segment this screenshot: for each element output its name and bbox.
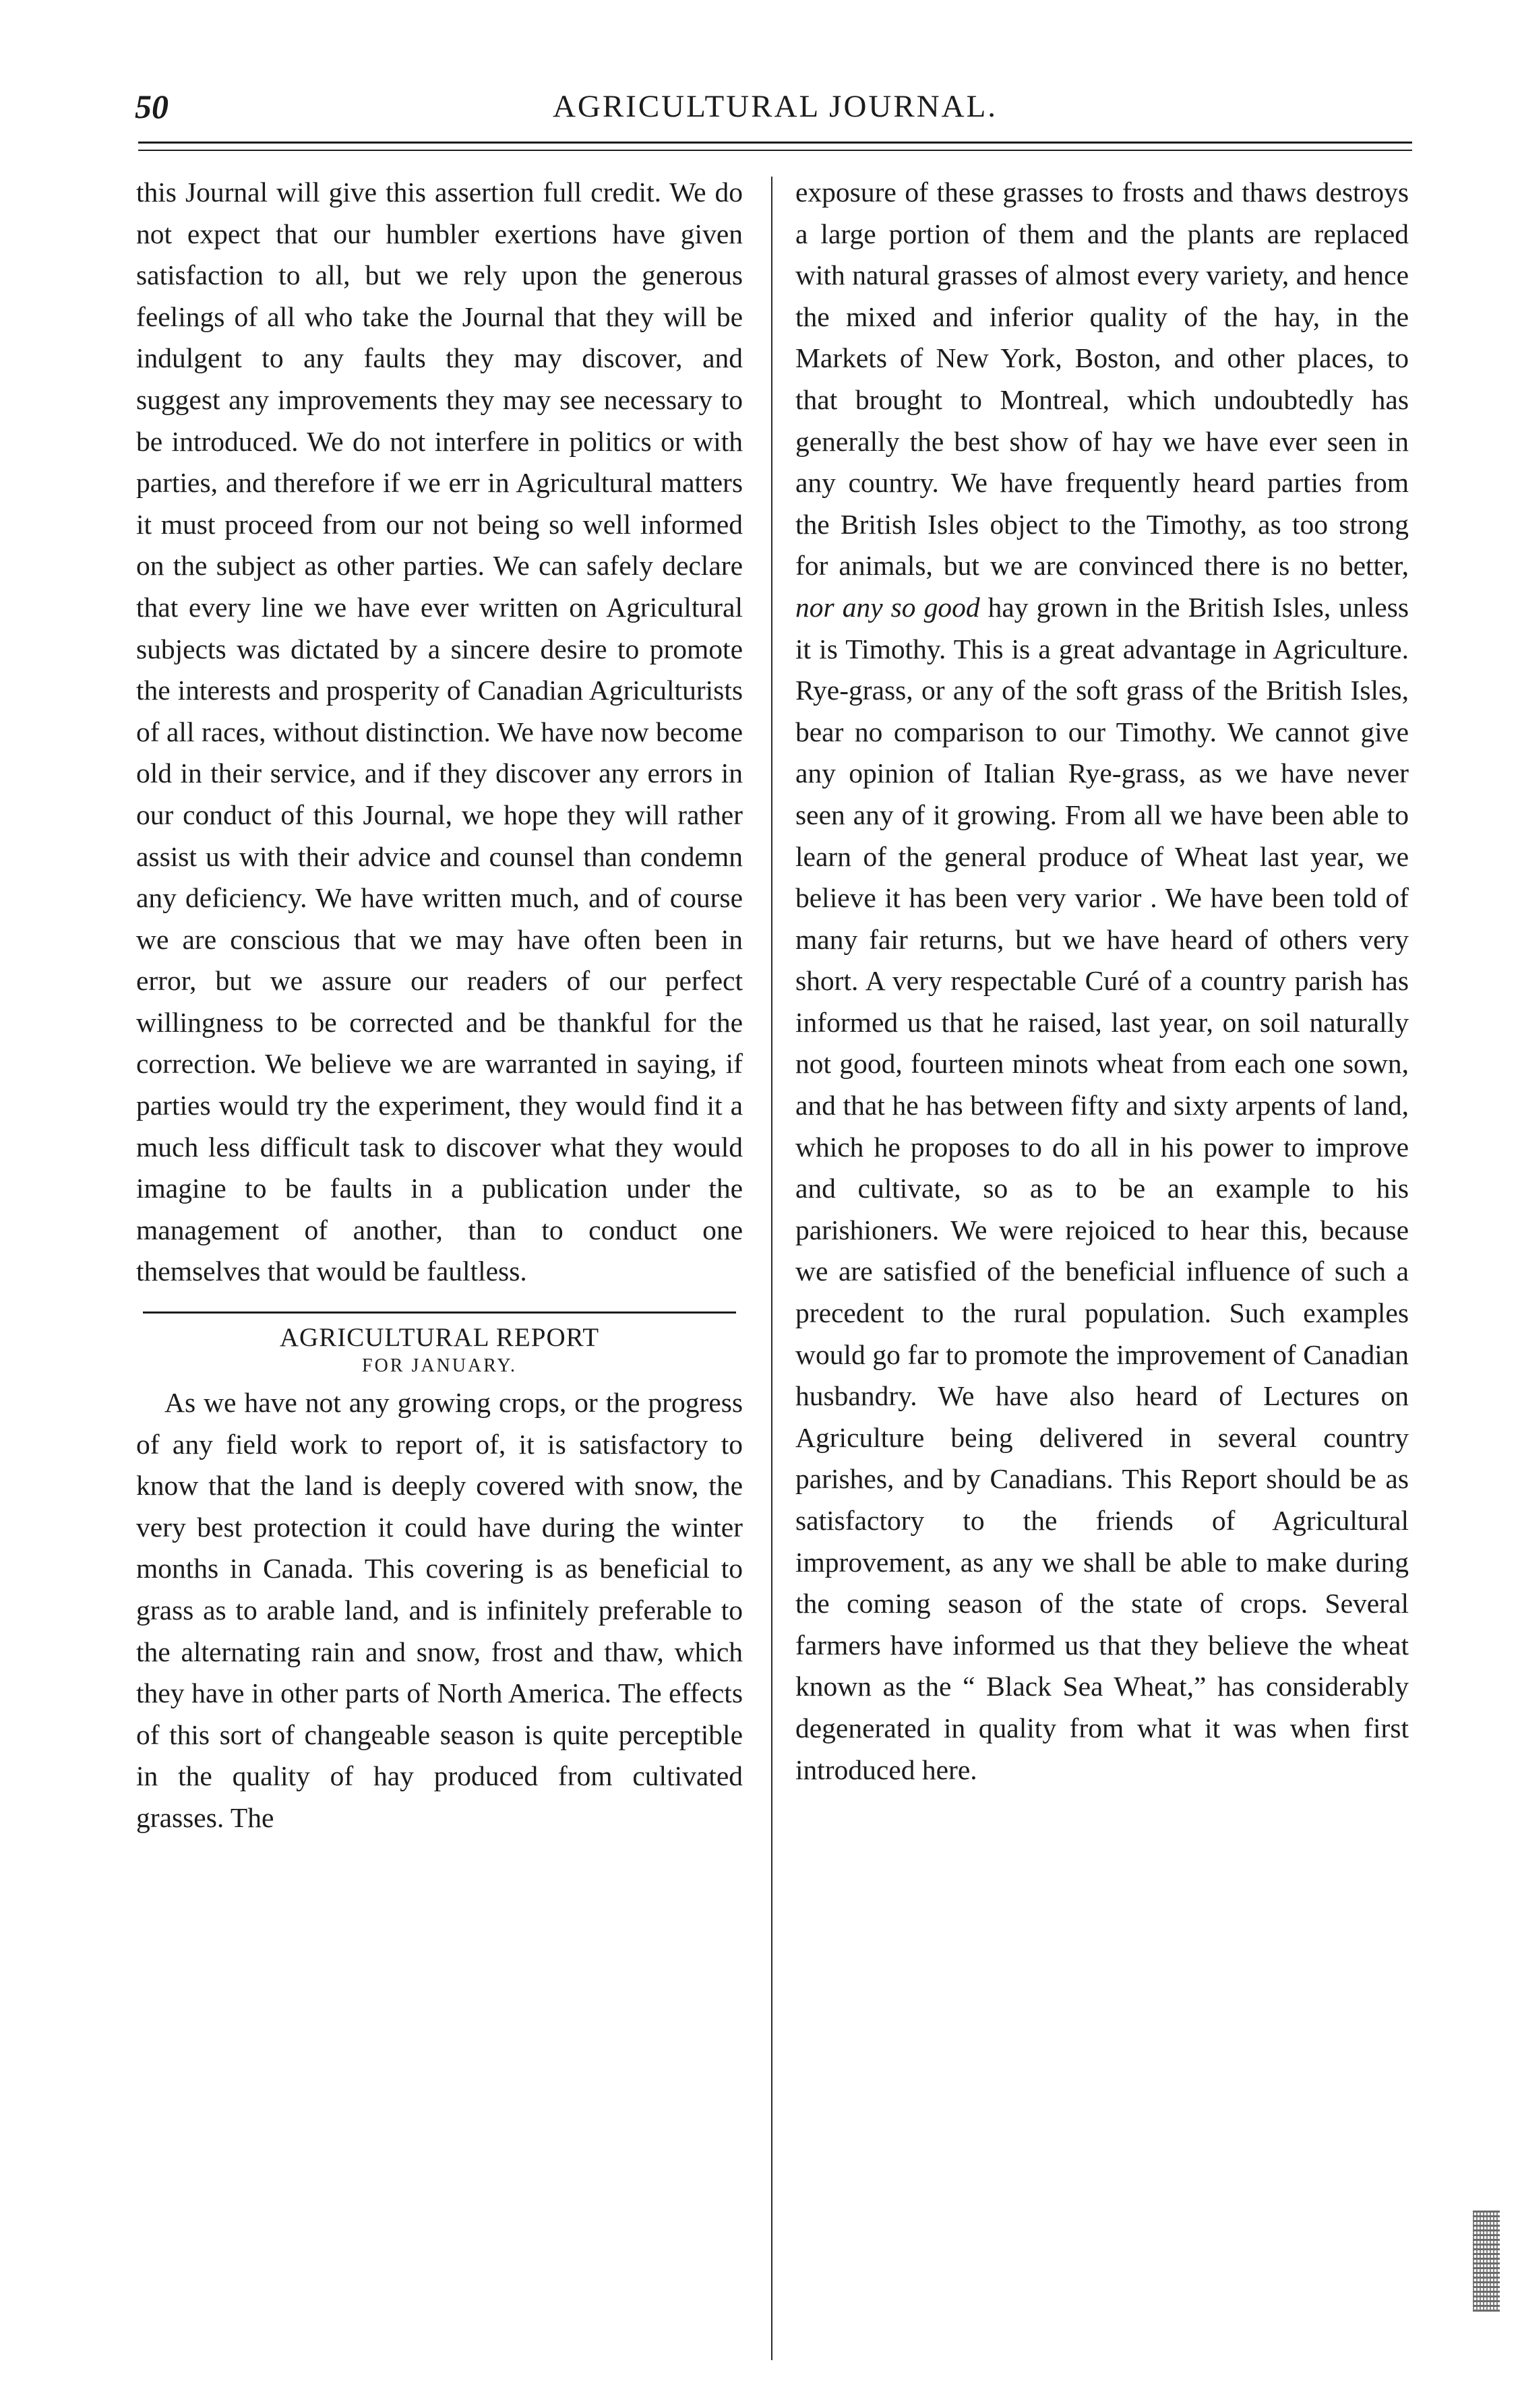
- right-column: [795, 172, 1409, 1791]
- left-paragraph-1: this Journal will give this assertion full credit. We do not expect that our humbler exertions have given satisfaction to all, but we rely upon the generous feelings of all who take the Journal that they will be indulgent to any faults they may discover, and suggest any improvements they may see necessary to be introduced. We do not interfere in politics or with parties, and therefore if we err in Agricultural matters it must proceed from our not being so well informed on the subject as other parties. We can safely declare that every line we have ever written on Agricultural subjects was dictated by a sincere desire to promote the interests and prosperity of Canadian Agriculturists of all races, without distinction. We have now become old in their service, and if they discover any errors in our conduct of this Journal, we hope they will rather assist us with their advice and counsel than condemn any deficiency. We have written much, and of course we are conscious that we may have often been in error, but we assure our readers of our perfect willingness to be corrected and be thankful for the correction. We believe we are warranted in saying, if parties would try the experiment, they would find it a much less difficult task to discover what they would imagine to be faults in a publication under the management of another, than to conduct one themselves that would be faultless.: [136, 177, 743, 1287]
- right-paragraph: [795, 172, 1409, 1791]
- header-rule-top: [138, 142, 1412, 144]
- margin-scan-mark: [1473, 2211, 1500, 2312]
- running-title: AGRICULTURAL JOURNAL.: [552, 89, 998, 124]
- section-title: AGRICULTURAL REPORT: [279, 1323, 600, 1353]
- header-rule-bottom: [138, 150, 1412, 151]
- page-number: 50: [135, 88, 169, 125]
- emphasis-text: nor any so good: [795, 591, 980, 623]
- section-subtitle: FOR JANUARY.: [362, 1355, 517, 1377]
- left-paragraph-2: As we have not any growing crops, or the progress of any field work to report of, it is satisfactory to know that the land is deeply covered with snow, the very best protection it could have during the winter months in Canada. This covering is as beneficial to grass as to arable land, and is infinitely preferable to the alternating rain and snow, frost and thaw, which they have in other parts of North America. The effects of this sort of changeable season is quite perceptible in the quality of hay produced from cultivated grasses. The: [136, 1387, 743, 1833]
- column-divider: [771, 177, 772, 2360]
- page-header: [135, 80, 1416, 133]
- left-column: [136, 172, 743, 1839]
- right-text-part-2: hay grown in the British Isles, unless it is Timothy. This is a great advantage in Agriculture. Rye-grass, or any of the soft grass of the British Isles, bear no comparison to our Timothy. We cannot give any opinion of Italian Rye-grass, as we have never seen any of it growing. From all we have been able to learn of the general produce of Wheat last year, we believe it has been very varior . We have been told of many fair returns, but we have heard of others very short. A very respectable Curé of a country parish has informed us that he raised, last year, on soil naturally not good, fourteen minots wheat from each one sown, and that he has between fifty and sixty arpents of land, which he proposes to do all in his power to improve and cultivate, so as to be an example to his parishioners. We were rejoiced to hear this, because we are satisfied of the beneficial influence of such a precedent to the rural population. Such examples would go far to promote the improvement of Canadian husbandry. We have also heard of Lectures on Agriculture being delivered in several country parishes, and by Canadians. This Report should be as satisfactory to the friends of Agricultural improvement, as any we shall be able to make during the coming season of the state of crops. Several farmers have informed us that they believe the wheat known as the “ Black Sea Wheat,” has considerably degenerated in quality from what it was when first introduced here.: [795, 591, 1409, 1785]
- section-divider: [143, 1311, 736, 1314]
- right-text-part-1: exposure of these grasses to frosts and thaws destroys a large portion of them and the plants are replaced with natural grasses of almost every variety, and hence the mixed and inferior quality of the hay, in the Markets of New York, Boston, and other places, to that brought to Montreal, which undoubtedly has generally the best show of hay we have ever seen in any country. We have frequently heard parties from the British Isles object to the Timothy, as too strong for animals, but we are convinced there is no better,: [795, 177, 1409, 582]
